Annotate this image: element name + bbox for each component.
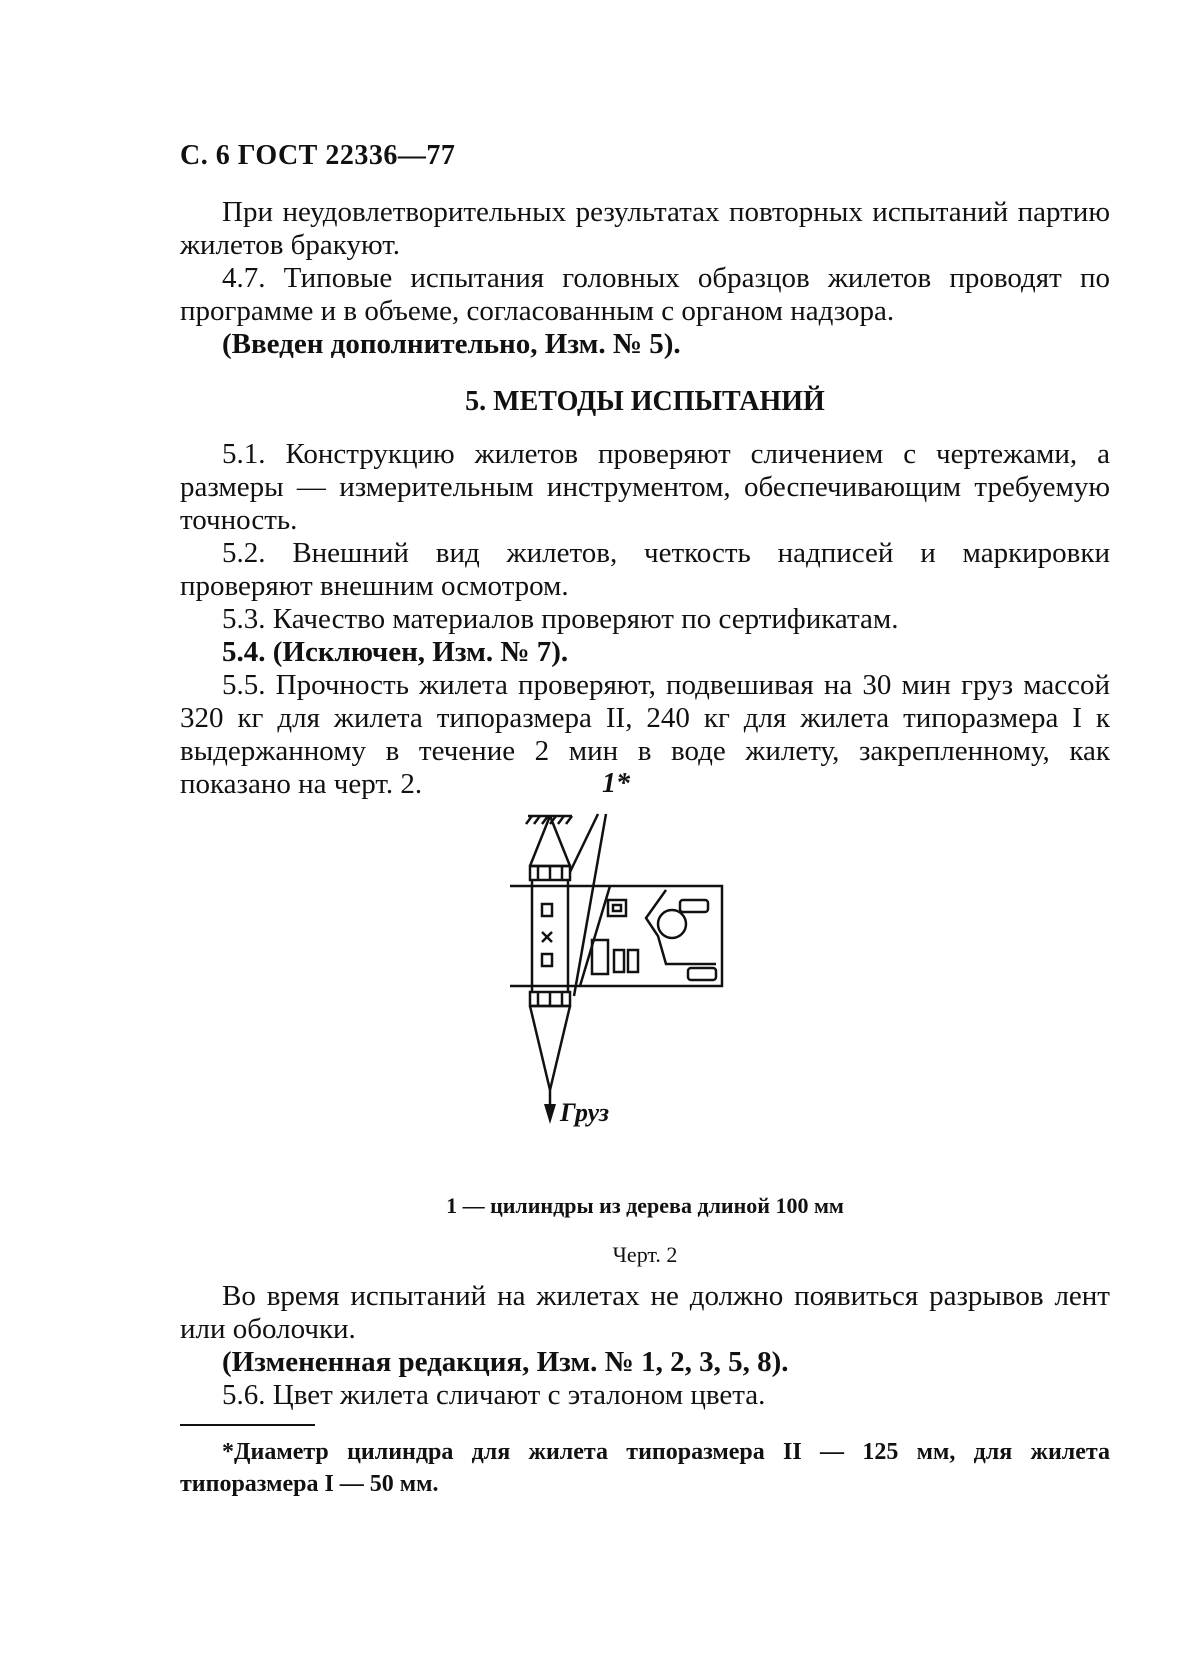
lower-strap-left (530, 1006, 550, 1090)
footnote (180, 1436, 1110, 1500)
amendment-note-4-7: (Введен дополнительно, Изм. № 5). (222, 328, 681, 360)
callout-leader-1 (570, 814, 598, 872)
after-figure-block (180, 1280, 1110, 1412)
load-label: Груз (560, 1098, 609, 1127)
upper-strap-left (530, 816, 550, 866)
load-arrow-icon (544, 1104, 556, 1124)
footnote-divider (180, 1424, 315, 1426)
running-head: С. 6 ГОСТ 22336—77 (180, 140, 456, 171)
paragraph-4-7: 4.7. Типовые испытания головных образцов жилетов проводят по программе и в объеме, согласованным с органом надзора. (180, 262, 1110, 327)
section-title: 5. МЕТОДЫ ИСПЫТАНИЙ (465, 386, 825, 417)
paragraph-5-4: 5.4. (Исключен, Изм. № 7). (222, 636, 569, 668)
document-page (180, 0, 1110, 1679)
amendment-note-5-5: (Измененная редакция, Изм. № 1, 2, 3, 5, 8). (222, 1346, 789, 1378)
paragraph-5-6: 5.6. Цвет жилета сличают с эталоном цвета. (222, 1379, 766, 1411)
paragraph-5-1: 5.1. Конструкцию жилетов проверяют сличением с чертежами, а размеры — измерительным инструментом, обеспечивающим требуемую точность. (180, 438, 1110, 536)
callout-leader-2 (574, 814, 606, 996)
paragraph-5-2: 5.2. Внешний вид жилетов, четкость надписей и маркировки проверяют внешним осмотром. (180, 537, 1110, 602)
paragraph-no-breaks: Во время испытаний на жилетах не должно появиться разрывов лент или оболочки. (180, 1280, 1110, 1345)
methods-block (180, 438, 1110, 801)
figure-drawing-2 (510, 768, 770, 1168)
figure-callout-label: 1* (602, 768, 630, 799)
lower-strap-right (550, 1006, 570, 1090)
paragraph-5-3: 5.3. Качество материалов проверяют по сертификатам. (222, 603, 899, 635)
vest-test-diagram (510, 808, 770, 1168)
footnote-text: *Диаметр цилиндра для жилета типоразмера II — 125 мм, для жилета типоразмера I — 50 мм. (180, 1439, 1110, 1497)
paragraph-5-5: 5.5. Прочность жилета проверяют, подвешивая на 30 мин груз массой 320 кг для жилета типоразмера II, 240 кг для жилета типоразмера I к выдержанному в течение 2 мин в воде жилету, закрепленному, как показано на черт. 2. (180, 669, 1110, 800)
figure-caption: Черт. 2 (612, 1242, 678, 1267)
paragraph-retest-result: При неудовлетворительных результатах повторных испытаний партию жилетов бракуют. (180, 196, 1110, 261)
figure-legend: 1 — цилиндры из дерева длиной 100 мм (446, 1193, 844, 1218)
intro-block (180, 196, 1110, 361)
